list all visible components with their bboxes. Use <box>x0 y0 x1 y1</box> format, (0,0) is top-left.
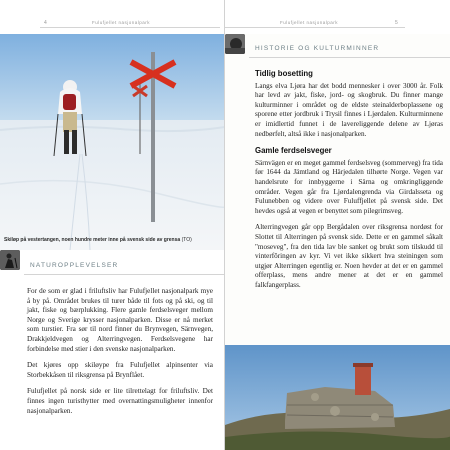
left-header <box>0 0 225 34</box>
right-body-text <box>255 69 443 297</box>
section-title-naturopplevelser: NATUROPPLEVELSER <box>30 262 119 269</box>
right-page <box>225 0 450 450</box>
photo-caption <box>4 237 192 243</box>
left-section-rule <box>24 274 225 275</box>
paragraph: For de som er glad i friluftsliv har Fulufjellet nasjonalpark mye å by på. Området brukes til turer både til fots og på ski, og til jakt, fiske og bærplukking. Flere gamle ferdselsveger mellom Norge og Sverige krysser nasjonalparken. Disse er nå merket som turstier. Fra sør til nord finner du Brynvegen, Särnvegen, Drakkjeldvegen og Alterringvegen. Ferdselsvegene har forbindelse med stier i den svenske nasjonalparken. <box>27 287 213 353</box>
stone-ruin-photo <box>225 345 450 450</box>
subheading-gamle-ferdselsveger: Gamle ferdselsveger <box>255 146 332 156</box>
paragraph: Alterringvegen går opp Bergådalen over riksgrensa nordøst for Slottet til Alterringen på svensk side. Dette er en gammel såkalt "moseveg", fra den tida lav ble sanket og brukt som tilskudd til vinterfôringen av kyr. Vi vet ikke sikkert hva steiningen som utgjør Alterringen egentlig er. Noen hevder at det er en gammel offerplass, mens andre mener at det er en gammel falkfangerplass. <box>255 223 443 289</box>
stone-ruin-illustration <box>225 345 450 450</box>
paragraph: Fulufjellet på norsk side er lite tilrettelagt for friluftsliv. Det finnes ingen turisthytter med overnattingsmuligheter innenfor nasjonalparken. <box>27 387 213 415</box>
right-header-rule <box>225 27 405 28</box>
skier-snow-illustration <box>0 34 225 250</box>
culture-icon <box>225 34 245 54</box>
left-header-rule <box>40 27 220 28</box>
paragraph: Det kjøres opp skiløype fra Fulufjellet alpinsenter via Storbekkåsen til riksgrensa på Brynflået. <box>27 361 213 379</box>
photo-credit: (TO) <box>181 237 192 243</box>
left-body-text <box>27 287 213 423</box>
right-header <box>225 0 450 34</box>
left-running-header: Fulufjellet nasjonalpark <box>92 20 151 25</box>
skier-snow-photo <box>0 34 225 250</box>
right-page-number: 5 <box>395 20 398 26</box>
hiker-icon <box>0 250 20 270</box>
subheading-tidlig-bosetting: Tidlig bosetting <box>255 69 313 78</box>
photo-caption-text: Skiløp på vestertangen, noen hundre meter inne på svensk side av grensa <box>4 237 181 243</box>
paragraph: Särnvägen er en meget gammel ferdselsveg (sommerveg) fra tida før 1644 da Jämtland og Härjedalen tilhørte Norge. Vegen var handelsrute for innbyggerne i Särna og omkringliggende områder. Vegen går fra Ljørdalengrenda via Girdalsseta og Fulunebben og videre over Fuluffjellet på svensk side. Det hevdes også at vegen er benyttet som pilegrimsveg. <box>255 158 443 215</box>
paragraph: Langs elva Ljøra har det bodd mennesker i over 3000 år. Folk har levd av jakt, fiske, jord- og skogbruk. Du finner mange kulturminner i området og de eldste steinalderboplassene og sporene etter jordbruk i Trysil finnes i Ljørdalen. Kulturminnene er imidlertid funnet i de lavereliggende delene av Ljøras nedbørfelt, altså ikke i nasjonalparken. <box>255 81 443 138</box>
right-running-header: Fulufjellet nasjonalpark <box>280 20 339 25</box>
left-page-number: 4 <box>44 20 47 26</box>
section-title-historie: HISTORIE OG KULTURMINNER <box>255 45 380 52</box>
right-section-rule <box>249 57 450 58</box>
